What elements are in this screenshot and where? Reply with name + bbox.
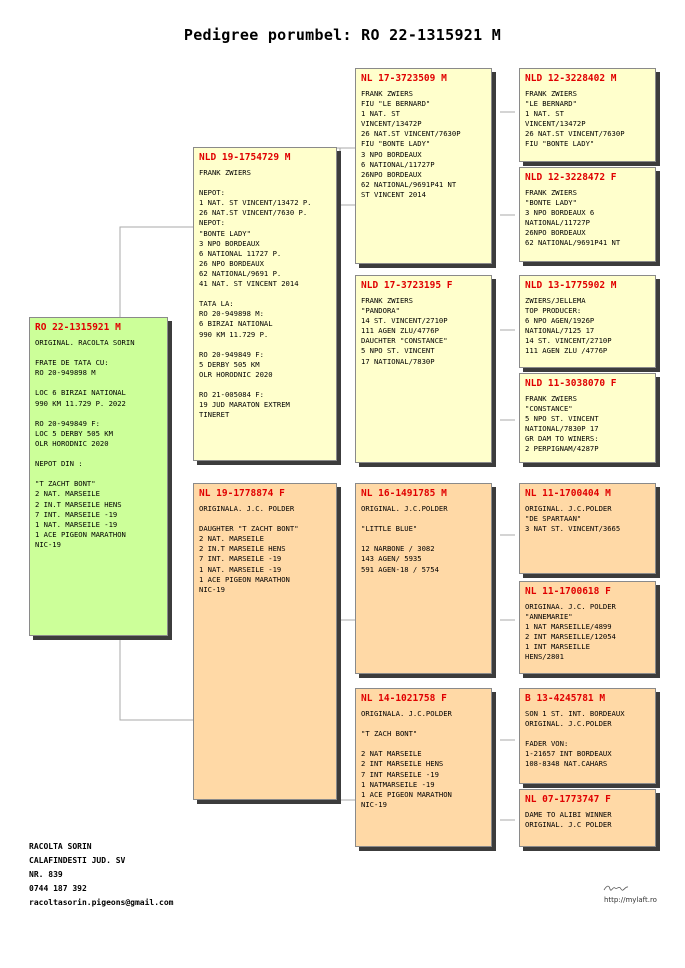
sire-dam-info: FRANK ZWIERS "PANDORA" 14 ST. VINCENT/2710P 111 AGEN ZLU/4776P DAUCHTER "CONSTANCE" 5 NPO ST. VINCENT 17 NATIONAL/7830P xyxy=(361,296,448,366)
dam-sire-ring-number: NL 16-1491785 M xyxy=(361,488,447,499)
sire-dam-dam-card xyxy=(519,373,656,463)
subject-pigeon-card xyxy=(29,317,168,636)
dam-sire-dam-info: ORIGINAA. J.C. POLDER "ANNEMARIE" 1 NAT MARSEILLE/4899 2 INT MARSEILLE/12054 1 INT MARSEILLE HENS/2801 xyxy=(525,602,616,662)
dam-sire-sire-ring-number: NL 11-1700404 M xyxy=(525,488,611,499)
page-title: Pedigree porumbel: RO 22-1315921 M xyxy=(183,26,502,44)
signature-logo-icon xyxy=(603,884,629,892)
sire-dam-dam-ring-number: NLD 11-3038070 F xyxy=(525,378,617,389)
sire-ring-number: NLD 19-1754729 M xyxy=(199,152,291,163)
sire-dam-card xyxy=(355,275,492,463)
sire-sire-ring-number: NL 17-3723509 M xyxy=(361,73,447,84)
dam-dam-sire-info: SON 1 ST. INT. BORDEAUX ORIGINAL. J.C.POLDER FADER VON: 1-21657 INT BORDEAUX 108-8348 NAT.CAHARS xyxy=(525,709,625,769)
owner-contact xyxy=(29,840,174,910)
dam-sire-sire-info: ORIGINAL. J.C.POLDER "DE SPARTAAN" 3 NAT ST. VINCENT/3665 xyxy=(525,504,621,534)
sire-dam-dam-info: FRANK ZWIERS "CONSTANCE" 5 NPO ST. VINCENT NATIONAL/7830P 17 GR DAM TO WINERS: 2 PERPIGNAM/4287P xyxy=(525,394,599,454)
dam-sire-sire-card xyxy=(519,483,656,574)
owner-phone: 0744 187 392 xyxy=(29,884,87,893)
subject-ring-number: RO 22-1315921 M xyxy=(35,322,121,333)
owner-number: NR. 839 xyxy=(29,870,63,879)
dam-dam-dam-info: DAME TO ALIBI WINNER ORIGINAL. J.C POLDER xyxy=(525,810,612,830)
sire-info: FRANK ZWIERS NEPOT: 1 NAT. ST VINCENT/13472 P. 26 NAT.ST VINCENT/7630 P. NEPOT: "BONTE LADY" 3 NPO BORDEAUX 6 NATIONAL 11727 P. 26 NPO BORDEAUX 62 NATIONAL/9691 P. 41 NAT. ST VINCENT 2014 TATA LA: RO 20-949898 M: 6 BIRZAI NATIONAL 990 KM 11.729 P. RO 20-949849 F: 5 DERBY 505 KM OLR HORODNIC 2020 RO 21-005084 F: 19 JUD MARATON EXTREM TINERET xyxy=(199,168,312,420)
sire-sire-dam-card xyxy=(519,167,656,262)
dam-sire-card xyxy=(355,483,492,674)
dam-card xyxy=(193,483,337,800)
dam-dam-dam-card xyxy=(519,789,656,847)
dam-dam-card xyxy=(355,688,492,847)
dam-dam-info: ORIGINALA. J.C.POLDER "T ZACH BONT" 2 NAT MARSEILE 2 INT MARSEILE HENS 7 INT MARSEILE -19 1 NATMARSEILE -19 1 ACE PIGEON MARATHON NIC-19 xyxy=(361,709,452,809)
sire-dam-sire-ring-number: NLD 13-1775902 M xyxy=(525,280,617,291)
sire-sire-sire-info: FRANK ZWIERS "LE BERNARD" 1 NAT. ST VINCENT/13472P 26 NAT.ST VINCENT/7630P FIU "BONTE LADY" xyxy=(525,89,625,149)
owner-name: RACOLTA SORIN xyxy=(29,842,92,851)
sire-sire-dam-info: FRANK ZWIERS "BONTE LADY" 3 NPO BORDEAUX 6 NATIONAL/11727P 26NPO BORDEAUX 62 NATIONAL/9691P41 NT xyxy=(525,188,621,248)
dam-sire-dam-card xyxy=(519,581,656,674)
sire-sire-dam-ring-number: NLD 12-3228472 F xyxy=(525,172,617,183)
dam-dam-sire-ring-number: B 13-4245781 M xyxy=(525,693,606,704)
sire-dam-ring-number: NLD 17-3723195 F xyxy=(361,280,453,291)
owner-address: CALAFINDESTI JUD. SV xyxy=(29,856,126,865)
sire-sire-sire-ring-number: NLD 12-3228402 M xyxy=(525,73,617,84)
sire-dam-sire-card xyxy=(519,275,656,368)
dam-ring-number: NL 19-1778874 F xyxy=(199,488,285,499)
sire-sire-info: FRANK ZWIERS FIU "LE BERNARD" 1 NAT. ST VINCENT/13472P 26 NAT.ST VINCENT/7630P FIU "BONTE LADY" 3 NPO BORDEAUX 6 NATIONAL/11727P 26NPO BORDEAUX 62 NATIONAL/9691P41 NT ST VINCENT 2014 xyxy=(361,89,461,199)
sire-sire-sire-card xyxy=(519,68,656,162)
dam-dam-ring-number: NL 14-1021758 F xyxy=(361,693,447,704)
sire-card xyxy=(193,147,337,461)
dam-dam-sire-card xyxy=(519,688,656,784)
dam-dam-dam-ring-number: NL 07-1773747 F xyxy=(525,794,611,805)
dam-sire-dam-ring-number: NL 11-1700618 F xyxy=(525,586,611,597)
subject-info: ORIGINAL. RACOLTA SORIN FRATE DE TATA CU: RO 20-949898 M LOC 6 BIRZAI NATIONAL 990 KM 11.729 P. 2022 RO 20-949849 F: LOC 5 DERBY 505 KM OLR HORODNIC 2020 NEPOT DIN : "T ZACHT BONT" 2 NAT. MARSEILE 2 IN.T MARSEILE HENS 7 INT. MARSEILE -19 1 NAT. MARSEILE -19 1 ACE PIGEON MARATHON NIC-19 xyxy=(35,338,135,549)
sire-sire-card xyxy=(355,68,492,264)
dam-sire-info: ORIGINAL. J.C.POLDER "LITTLE BLUE" 12 NARBONE / 3082 143 AGEN/ 5935 591 AGEN-18 / 5754 xyxy=(361,504,448,574)
dam-info: ORIGINALA. J.C. POLDER DAUGHTER "T ZACHT BONT" 2 NAT. MARSEILE 2 IN.T MARSEILE HENS 7 INT. MARSEILE -19 1 NAT. MARSEILE -19 1 ACE PIGEON MARATHON NIC-19 xyxy=(199,504,299,594)
sire-dam-sire-info: ZWIERS/JELLEMA TOP PRODUCER: 6 NPO AGEN/1926P NATIONAL/7125 17 14 ST. VINCENT/2710P 111 AGEN ZLU /4776P xyxy=(525,296,612,356)
logo-url[interactable]: http://mylaft.ro xyxy=(604,896,657,904)
owner-email[interactable]: racoltasorin.pigeons@gmail.com xyxy=(29,898,174,907)
